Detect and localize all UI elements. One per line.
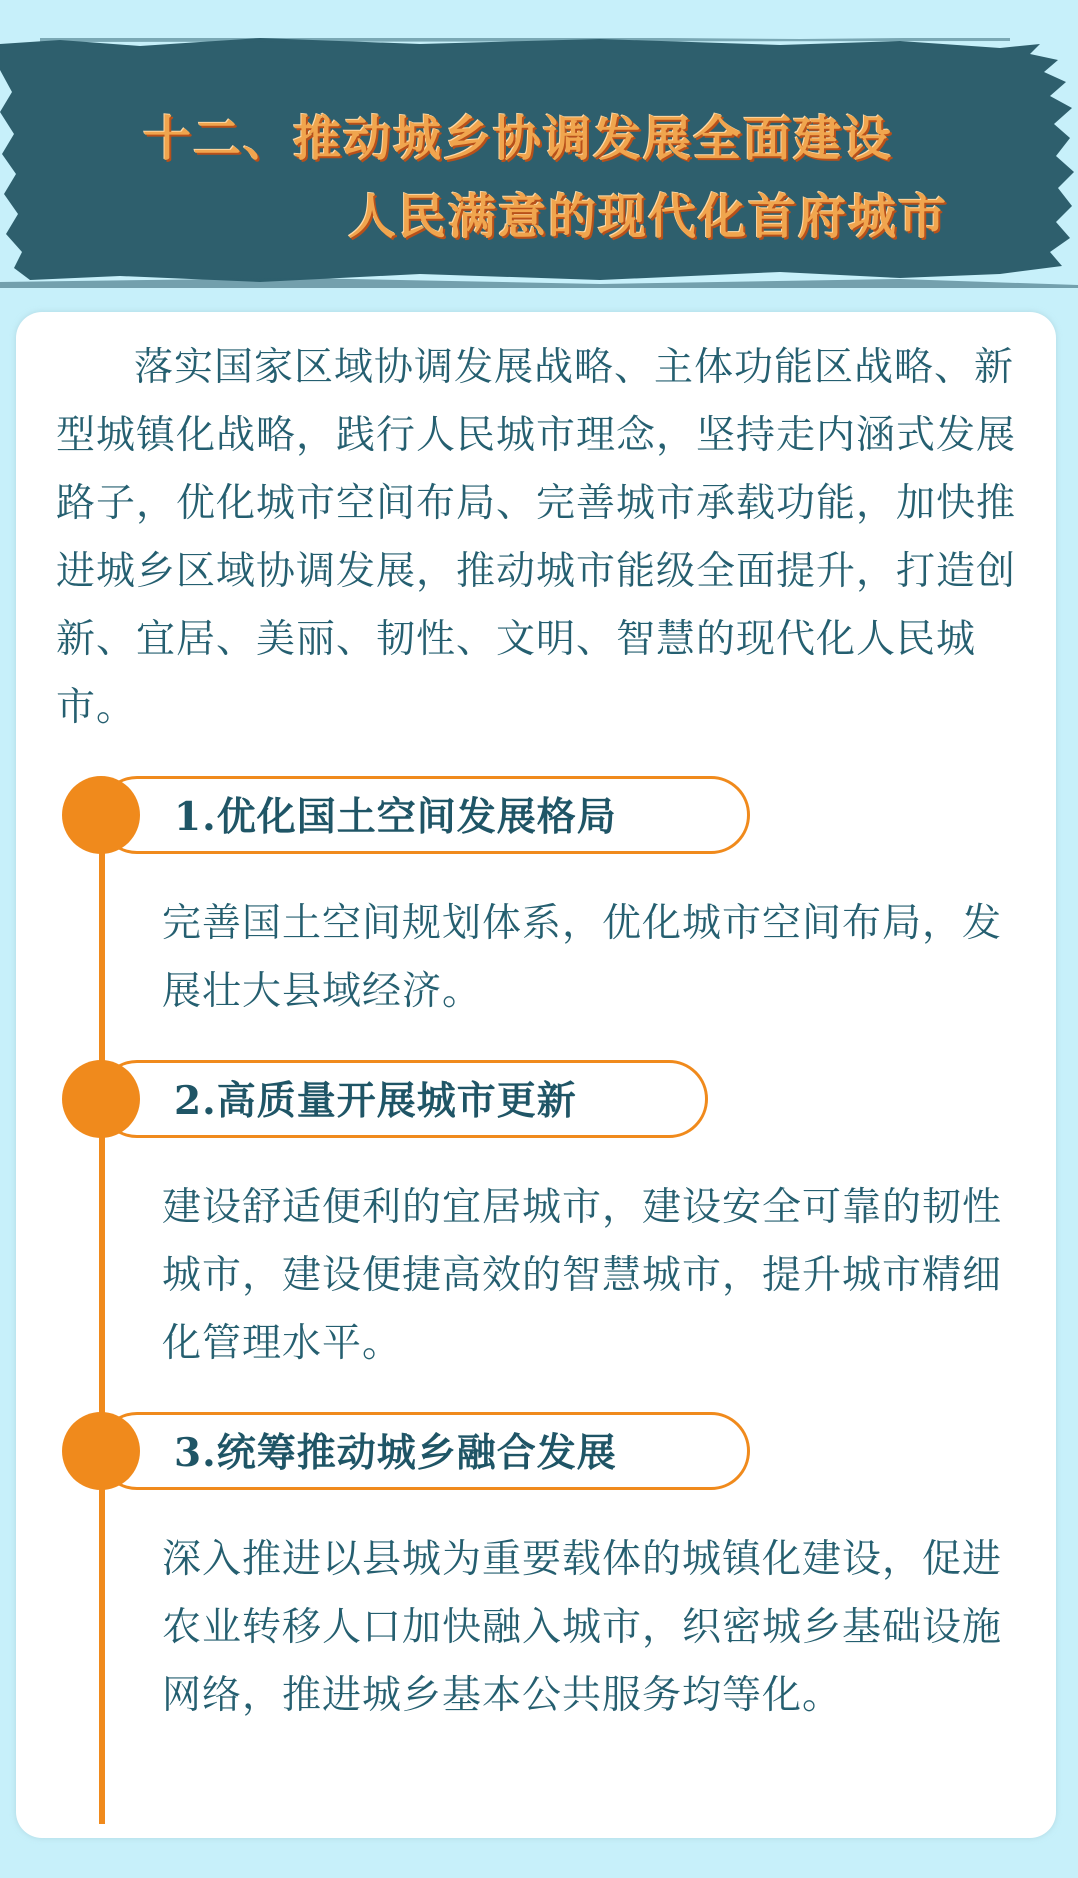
section-heading-3 (62, 1412, 750, 1490)
section-title: 3.统筹推动城乡融合发展 (174, 1430, 617, 1476)
timeline-dot-icon (62, 1060, 140, 1138)
section-body-3: 深入推进以县城为重要载体的城镇化建设，促进农业转移人口加快融入城市，织密城乡基础设施网络，推进城乡基本公共服务均等化。 (162, 1537, 1003, 1718)
section-title: 1.优化国土空间发展格局 (174, 794, 617, 840)
banner-title-line-2: 人民满意的现代化首府城市 (347, 189, 948, 245)
section-heading-2 (62, 1060, 708, 1138)
timeline-line (99, 824, 105, 1824)
section-body-1: 完善国土空间规划体系，优化城市空间布局，发展壮大县域经济。 (162, 901, 1003, 1014)
section-heading-1 (62, 776, 750, 854)
section-body-2: 建设舒适便利的宜居城市，建设安全可靠的韧性城市，建设便捷高效的智慧城市，提升城市精细化管理水平。 (162, 1185, 1003, 1366)
header-banner (0, 38, 1078, 288)
content-card (16, 312, 1056, 1838)
timeline-dot-icon (62, 776, 140, 854)
banner-title-line-1: 十二、推动城乡协调发展全面建设 (142, 111, 893, 167)
intro-paragraph: 落实国家区域协调发展战略、主体功能区战略、新型城镇化战略，践行人民城市理念，坚持走内涵式发展路子，优化城市空间布局、完善城市承载功能，加快推进城乡区域协调发展，推动城市能级全面提升，打造创新、宜居、美丽、韧性、文明、智慧的现代化人民城市。 (56, 345, 1017, 730)
section-title: 2.高质量开展城市更新 (174, 1078, 577, 1124)
timeline-dot-icon (62, 1412, 140, 1490)
